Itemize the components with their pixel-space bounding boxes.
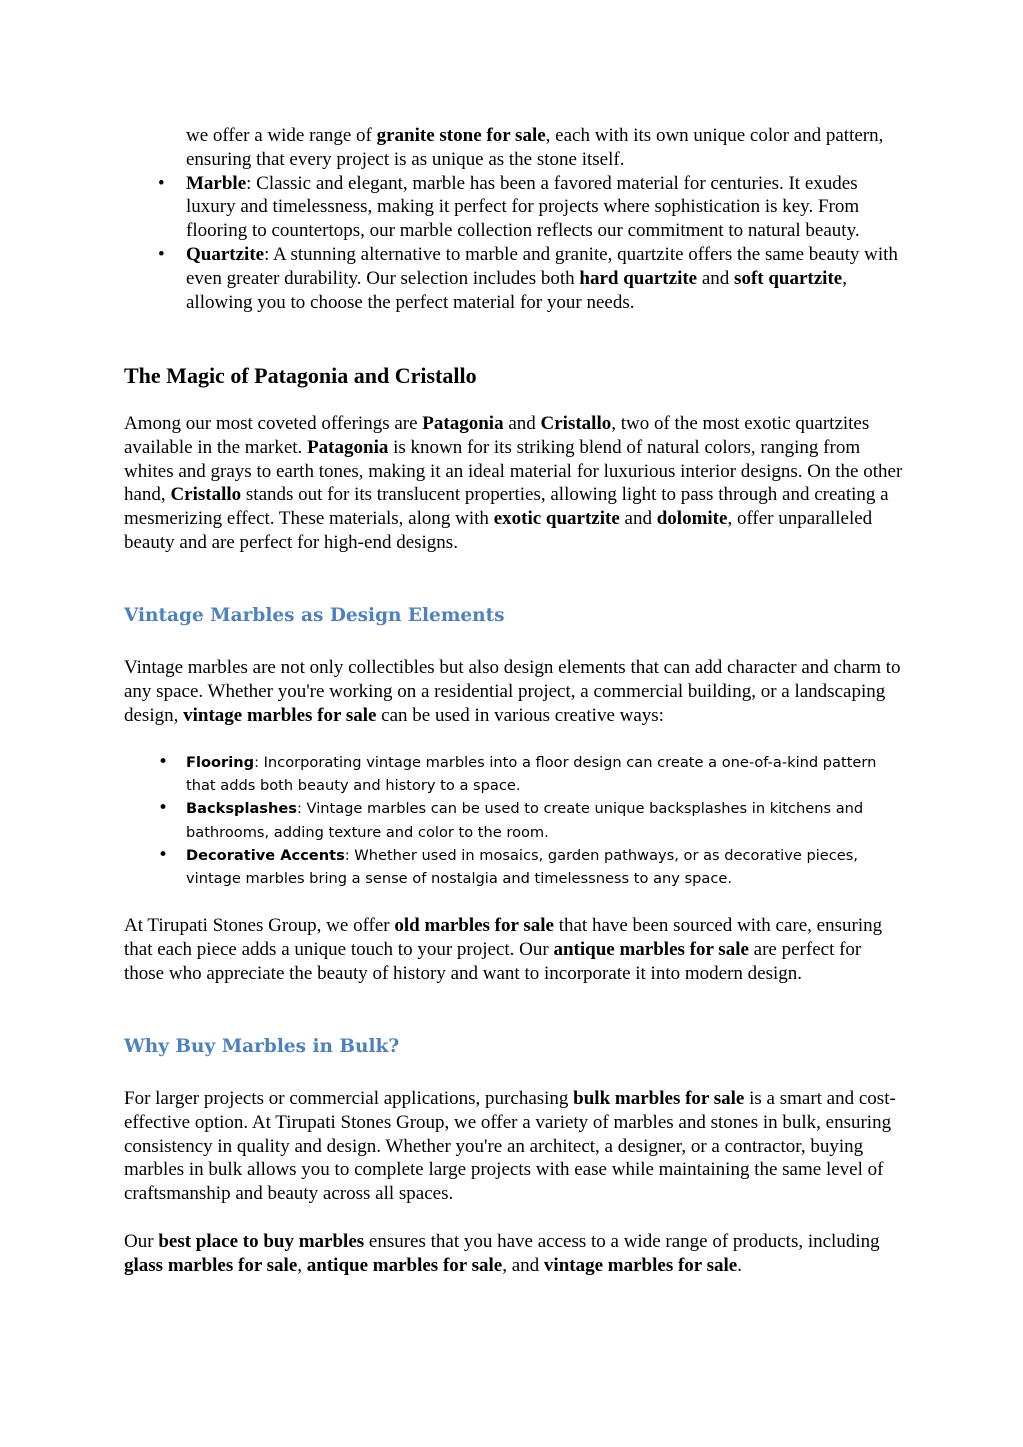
text-run: are perfect for those who appreciate the beauty of history and want to incorporate it into modern design. — [124, 938, 862, 984]
bold-term: granite stone for sale — [376, 125, 546, 146]
bold-term: best place to buy marbles — [158, 1231, 365, 1252]
bullet-icon: • — [158, 798, 169, 819]
text-run: For larger projects or commercial applications, purchasing — [124, 1088, 574, 1109]
bold-term: glass marbles for sale — [124, 1254, 298, 1276]
text-run: : Classic and elegant, marble has been a favored material for centuries. It exudes luxury and timelessness, making it perfect for projects where sophistication is key. From flooring to countertops, our marble collection reflects our commitment to natural beauty. — [186, 172, 860, 242]
text-run: is known for its striking blend of natural colors, ranging from whites and grays to earth tones, making it an ideal material for luxurious interior designs. On the other hand, — [124, 436, 903, 506]
material-list — [124, 124, 904, 314]
text-run: : Whether used in mosaics, garden pathways, or as decorative pieces, vintage marbles bring a sense of nostalgia and timelessness to any space. — [186, 846, 858, 888]
text-run: : Vintage marbles can be used to create unique backsplashes in kitchens and bathrooms, adding texture and color to the room. — [186, 800, 864, 841]
text-run: and — [697, 267, 735, 289]
section-heading-patagonia: The Magic of Patagonia and Cristallo — [124, 363, 477, 388]
text-run: Vintage marbles are not only collectibles but also design elements that can add character and charm to any space. Whether you're working on a residential project, a commercial building, or a landscaping design, — [124, 657, 901, 726]
design-uses-list — [124, 751, 904, 890]
paragraph-patagonia — [124, 412, 904, 555]
text-run: , — [297, 1254, 307, 1276]
bold-term: Patagonia — [307, 436, 389, 458]
section-heading-vintage: Vintage Marbles as Design Elements — [124, 605, 505, 626]
list-item-marble — [124, 172, 904, 243]
bold-term: Cristallo — [540, 413, 612, 434]
bold-term: exotic quartzite — [493, 508, 620, 530]
bold-term: old marbles for sale — [394, 915, 554, 936]
text-run: can be used in various creative ways: — [376, 704, 664, 726]
section-heading-bulk: Why Buy Marbles in Bulk? — [124, 1036, 400, 1057]
paragraph-best-place — [124, 1230, 904, 1278]
bold-term: soft quartzite — [734, 267, 843, 289]
paragraph-vintage — [124, 656, 904, 727]
bold-term: vintage marbles for sale — [543, 1254, 738, 1276]
text-run: , each with its own unique color and pattern, ensuring that every project is as unique as the stone itself. — [186, 125, 884, 170]
list-item-backsplashes — [124, 797, 904, 843]
text-run: stands out for its translucent properties, allowing light to pass through and creating a mesmerizing effect. These materials, along with — [124, 484, 889, 530]
bold-term: Decorative Accents — [186, 846, 345, 864]
list-item-quartzite — [124, 243, 904, 314]
bullet-icon: • — [158, 844, 169, 865]
text-run: is a smart and cost-effective option. At Tirupati Stones Group, we offer a variety of marbles and stones in bulk, ensuring consistency in quality and design. Whether you're an architect, a designer, or a contractor, buying marbles in bulk allows you to complete large projects with ease while maintaining the same level of craftsmanship and beauty across all spaces. — [124, 1088, 896, 1205]
text-run: , allowing you to choose the perfect material for your needs. — [186, 267, 847, 313]
text-run: and — [503, 413, 541, 434]
text-run: we offer a wide range of — [186, 125, 377, 146]
text-run: : Incorporating vintage marbles into a floor design can create a one-of-a-kind pattern that adds both beauty and history to a space. — [186, 754, 877, 795]
bold-term: Flooring — [186, 754, 255, 771]
text-run: Among our most coveted offerings are — [124, 413, 423, 434]
text-run: . — [737, 1254, 742, 1276]
bold-term: Quartzite — [186, 243, 265, 265]
text-run: Our — [124, 1231, 159, 1252]
bold-term: Marble — [186, 172, 247, 194]
list-item-flooring — [124, 751, 904, 797]
bullet-icon: • — [158, 752, 169, 772]
bold-term: Patagonia — [422, 413, 504, 434]
list-item-granite-continued — [124, 124, 904, 172]
bold-term: Backsplashes — [186, 800, 297, 818]
text-run: : A stunning alternative to marble and granite, quartzite offers the same beauty with even greater durability. Our selection includes both — [186, 243, 898, 289]
text-run: , two of the most exotic quartzites available in the market. — [124, 413, 870, 458]
text-run: , and — [502, 1254, 544, 1276]
text-run: that have been sourced with care, ensuring that each piece adds a unique touch to your project. Our — [124, 915, 883, 960]
paragraph-old-marbles — [124, 914, 904, 985]
text-run: ensures that you have access to a wide range of products, including — [364, 1231, 880, 1252]
list-item-decorative-accents — [124, 844, 904, 890]
bold-term: antique marbles for sale — [306, 1254, 503, 1276]
text-run: , offer unparalleled beauty and are perfect for high-end designs. — [124, 508, 873, 553]
text-run: and — [619, 508, 657, 530]
bold-term: antique marbles for sale — [553, 938, 749, 960]
bold-term: vintage marbles for sale — [183, 704, 377, 726]
bullet-icon: • — [158, 172, 165, 194]
paragraph-bulk — [124, 1087, 904, 1206]
bold-term: hard quartzite — [579, 267, 698, 289]
bold-term: dolomite — [656, 508, 728, 530]
bold-term: Cristallo — [170, 484, 242, 506]
text-run: At Tirupati Stones Group, we offer — [124, 915, 395, 936]
bullet-icon: • — [158, 243, 165, 265]
bold-term: bulk marbles for sale — [573, 1088, 745, 1109]
